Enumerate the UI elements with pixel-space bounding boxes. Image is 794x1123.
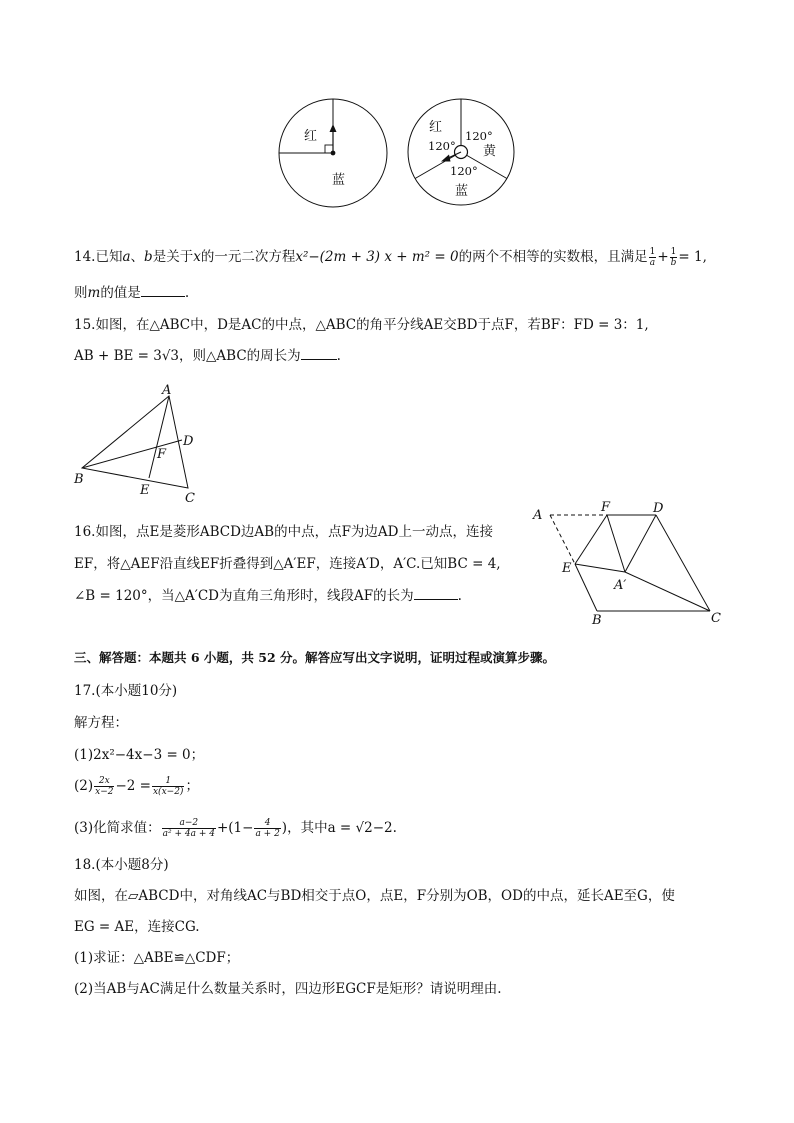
q17-fraction-a-minus-2: $\frac{a-2}{\text{a² + 4a + 4}}$ xyxy=(162,818,215,839)
q14-fraction-1-over-a: $\frac{1}{a}$ xyxy=(649,247,656,268)
q15-line2: AB + BE = 3√3，则△ABC的周长为 . xyxy=(74,348,341,364)
rhombus-figure xyxy=(528,498,728,628)
q14-line2: 则m的值是 . xyxy=(74,285,190,301)
q17-fraction-1: $\frac{1}{x(x-2)}$ xyxy=(152,776,184,797)
rhombus-label-C: C xyxy=(711,611,721,626)
spinner1-blue-label: 蓝 xyxy=(332,173,346,188)
rhombus-label-A-prime: A′ xyxy=(614,578,627,593)
q15-answer-blank[interactable] xyxy=(301,347,337,360)
spinner2-blue-label: 蓝 xyxy=(455,184,469,199)
q14-fraction-1-over-b: $\frac{1}{b}$ xyxy=(670,247,677,268)
q17-part1: (1)2x²−4x−3 = 0； xyxy=(74,747,205,763)
q17-intro: 解方程： xyxy=(74,715,128,731)
spinner2-angle-left: 120° xyxy=(428,139,456,153)
rhombus-label-E: E xyxy=(562,561,572,576)
spinner-figure xyxy=(278,98,518,210)
q15-sqrt3: √3 xyxy=(161,348,180,364)
triangle-figure xyxy=(72,380,212,505)
spinner2-red-label: 红 xyxy=(429,120,443,135)
spinner-two xyxy=(408,99,514,205)
q14-line1: 14.已知a、b是关于x的一元二次方程x²−(2m + 3) x + m² = 0的两个不相等的实数根，且满足 $\frac{1}{a}$ + $\frac{1}{b}$ = 1, xyxy=(74,247,707,268)
triangle-label-A: A xyxy=(162,383,172,398)
q17-part3: (3)化简求值： $\frac{a-2}{\text{a² + 4a + 4}}$ +(1− $\frac{4}{a + 2}$ )，其中a = √2−2. xyxy=(74,818,397,839)
q17-fraction-2x: $\frac{2x}{x-2}$ xyxy=(95,776,114,797)
rhombus-label-A: A xyxy=(533,508,543,523)
q16-line3: ∠B = 120°，当△A′CD为直角三角形时，线段AF的长为 . xyxy=(74,588,462,604)
q16-line2: EF，将△AEF沿直线EF折叠得到△A′EF，连接A′D，A′C.已知BC = 4, xyxy=(74,556,501,572)
spinner2-angle-bottom: 120° xyxy=(450,164,478,178)
q17-part2: (2) $\frac{2x}{x-2}$ −2 = $\frac{1}{x(x-2)}$ ； xyxy=(74,776,199,797)
spinner2-yellow-label: 黄 xyxy=(483,144,497,159)
spinner1-red-label: 红 xyxy=(304,129,318,144)
spinner-one xyxy=(279,99,387,207)
q18-line1: 如图，在▱ABCD中，对角线AC与BD相交于点O，点E，F分别为OB，OD的中点，延长AE至G，使 xyxy=(74,888,675,904)
q14-answer-blank[interactable] xyxy=(141,284,185,297)
triangle-label-C: C xyxy=(185,491,195,506)
rhombus-label-F: F xyxy=(601,500,611,515)
q17-header: 17.(本小题10分) xyxy=(74,683,178,699)
rhombus-label-D: D xyxy=(653,501,664,516)
section3-title: 三、解答题：本题共 6 小题，共 52 分。解答应写出文字说明，证明过程或演算步骤。 xyxy=(74,650,556,665)
triangle-label-B: B xyxy=(74,472,84,487)
q18-part1: (1)求证：△ABE≌△CDF； xyxy=(74,950,240,966)
rhombus-label-B: B xyxy=(592,613,602,628)
triangle-label-D: D xyxy=(183,434,194,449)
triangle-label-F: F xyxy=(157,447,167,462)
spinner2-angle-top-right: 120° xyxy=(465,129,493,143)
q18-part2: (2)当AB与AC满足什么数量关系时，四边形EGCF是矩形？请说明理由. xyxy=(74,981,502,997)
q14-equation: x²−(2m + 3) x + m² = 0 xyxy=(295,249,459,265)
triangle-label-E: E xyxy=(140,483,150,498)
q15-line1: 15.如图，在△ABC中，D是AC的中点，△ABC的角平分线AE交BD于点F，若BF：FD = 3：1, xyxy=(74,317,649,333)
q18-header: 18.(本小题8分) xyxy=(74,857,169,873)
q17-fraction-4: $\frac{4}{a + 2}$ xyxy=(255,818,280,839)
q16-answer-blank[interactable] xyxy=(414,587,458,600)
q18-line2: EG = AE，连接CG. xyxy=(74,919,200,935)
q16-line1: 16.如图，点E是菱形ABCD边AB的中点，点F为边AD上一动点，连接 xyxy=(74,524,494,540)
